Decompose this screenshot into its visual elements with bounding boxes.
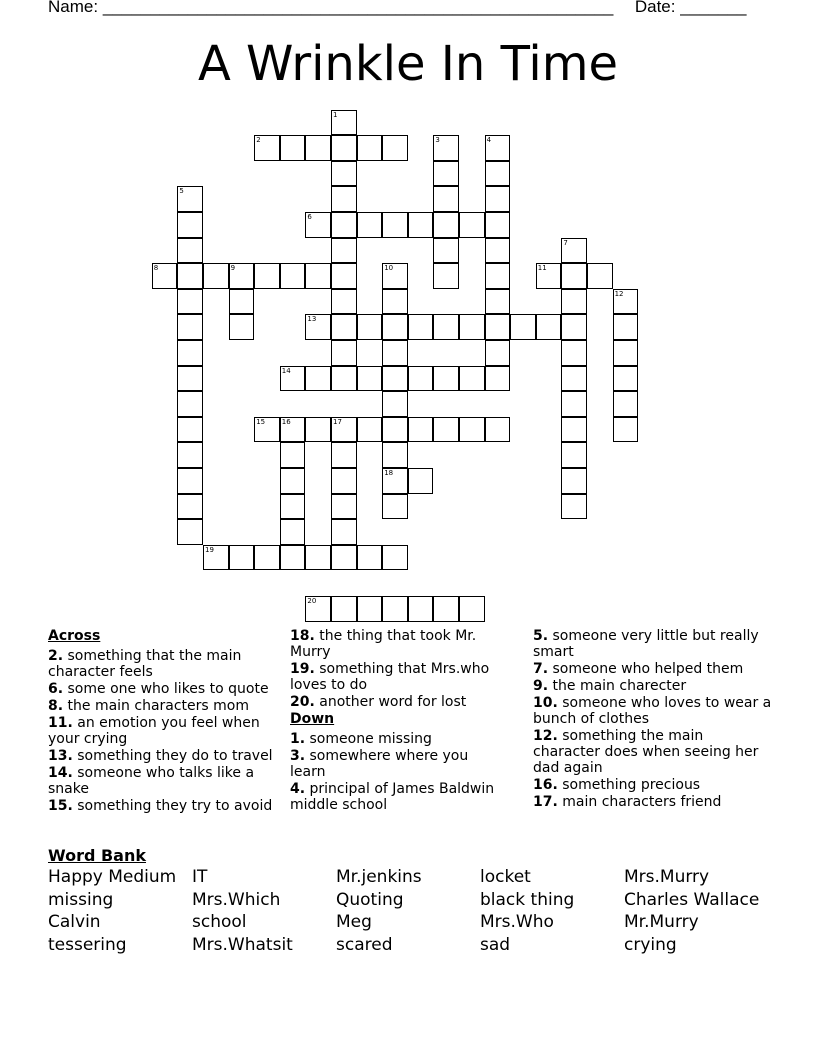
clue-num: 5. bbox=[533, 628, 549, 644]
grid-cell[interactable] bbox=[408, 596, 434, 622]
clue bbox=[533, 661, 773, 677]
word-bank-item: locket bbox=[480, 867, 531, 887]
grid-cell[interactable] bbox=[177, 314, 203, 340]
grid-cell[interactable] bbox=[229, 314, 255, 340]
grid-cell[interactable] bbox=[433, 161, 459, 187]
grid-cell[interactable] bbox=[485, 263, 511, 289]
grid-cell[interactable] bbox=[331, 238, 357, 264]
word-bank-item: IT bbox=[192, 867, 208, 887]
grid-cell[interactable] bbox=[613, 417, 639, 443]
clue bbox=[48, 748, 280, 764]
word-bank-item: missing bbox=[48, 889, 114, 910]
clue-text: some one who likes to quote bbox=[67, 681, 269, 697]
grid-cell[interactable] bbox=[331, 110, 357, 136]
grid-cell[interactable] bbox=[305, 417, 331, 443]
word-bank-item: Mrs.Murry bbox=[624, 867, 710, 887]
clue-number: 8 bbox=[153, 264, 159, 273]
grid-cell[interactable] bbox=[433, 366, 459, 392]
clue-number: 2 bbox=[256, 136, 261, 145]
grid-cell[interactable] bbox=[408, 366, 434, 392]
clue-num: 3. bbox=[290, 748, 306, 764]
clue-text: the main charecter bbox=[552, 678, 687, 694]
clue-num: 11. bbox=[48, 715, 73, 731]
grid-cell[interactable] bbox=[331, 186, 357, 212]
grid-cell[interactable] bbox=[357, 212, 383, 238]
clue bbox=[290, 781, 505, 813]
clue bbox=[48, 698, 280, 714]
grid-cell[interactable] bbox=[254, 545, 280, 571]
clue-number: 1 bbox=[333, 110, 338, 119]
clue-number: 20 bbox=[307, 597, 317, 605]
grid-cell[interactable] bbox=[382, 212, 408, 238]
grid-cell[interactable] bbox=[485, 340, 511, 366]
clue-num: 17. bbox=[533, 794, 558, 810]
grid-cell[interactable] bbox=[485, 238, 511, 264]
page-title: A Wrinkle In Time bbox=[197, 36, 619, 92]
grid-cell[interactable] bbox=[485, 417, 511, 443]
grid-cell[interactable] bbox=[331, 314, 357, 340]
date-blank: _______ bbox=[680, 0, 747, 16]
clue-num: 16. bbox=[533, 777, 558, 793]
clue-text: something precious bbox=[562, 777, 701, 793]
clue bbox=[533, 777, 773, 793]
grid-cell[interactable] bbox=[357, 596, 383, 622]
clue bbox=[48, 798, 280, 814]
clue-text: somewhere where you learn bbox=[290, 748, 469, 780]
grid-cell[interactable] bbox=[433, 263, 459, 289]
clue-text: principal of James Baldwin middle school bbox=[290, 781, 495, 813]
grid-cell[interactable] bbox=[280, 417, 306, 443]
grid-cell[interactable] bbox=[561, 238, 587, 264]
clue-num: 12. bbox=[533, 728, 558, 744]
clue-text: the thing that took Mr. Murry bbox=[290, 628, 477, 660]
word-bank-item: crying bbox=[624, 935, 677, 956]
grid-cell[interactable] bbox=[305, 596, 331, 622]
grid-cell[interactable] bbox=[177, 519, 203, 545]
clue-num: 6. bbox=[48, 681, 64, 697]
clue-num: 7. bbox=[533, 661, 549, 677]
clue-number: 9 bbox=[230, 264, 236, 273]
grid-cell[interactable] bbox=[382, 135, 408, 161]
clue bbox=[290, 748, 505, 780]
word-bank-item: Mrs.Who bbox=[480, 912, 554, 933]
grid-cell[interactable] bbox=[331, 468, 357, 494]
clue-text: something they do to travel bbox=[77, 748, 273, 764]
clue bbox=[290, 661, 505, 693]
grid-cell[interactable] bbox=[561, 417, 587, 443]
clue bbox=[290, 694, 505, 710]
grid-cell[interactable] bbox=[305, 545, 331, 571]
grid-cell[interactable] bbox=[357, 366, 383, 392]
clues-column-3 bbox=[533, 628, 773, 811]
grid-cell[interactable] bbox=[305, 212, 331, 238]
clue-text: something that the main character feels bbox=[48, 648, 242, 680]
word-bank-heading: Word Bank bbox=[48, 846, 147, 865]
grid-cell[interactable] bbox=[613, 340, 639, 366]
grid-cell[interactable] bbox=[433, 314, 459, 340]
grid-cell[interactable] bbox=[280, 366, 306, 392]
grid-cell[interactable] bbox=[536, 263, 562, 289]
clue-number: 11 bbox=[537, 264, 547, 273]
word-bank-item: Mr.jenkins bbox=[336, 867, 422, 887]
grid-cell[interactable] bbox=[305, 263, 331, 289]
clue-num: 20. bbox=[290, 694, 315, 710]
grid-cell[interactable] bbox=[177, 366, 203, 392]
grid-cell[interactable] bbox=[357, 545, 383, 571]
word-bank-item: black thing bbox=[480, 889, 575, 910]
grid-cell[interactable] bbox=[229, 289, 255, 315]
grid-cell[interactable] bbox=[280, 468, 306, 494]
word-bank-item: Calvin bbox=[48, 912, 101, 933]
clue-text: an emotion you feel when your crying bbox=[48, 715, 260, 747]
grid-cell[interactable] bbox=[382, 545, 408, 571]
grid-cell[interactable] bbox=[229, 263, 255, 289]
clue-num: 19. bbox=[290, 661, 315, 677]
grid-cell[interactable] bbox=[561, 442, 587, 468]
across-clues-column bbox=[48, 628, 280, 815]
grid-cell[interactable] bbox=[408, 417, 434, 443]
grid-cell[interactable] bbox=[305, 314, 331, 340]
grid-cell[interactable] bbox=[433, 417, 459, 443]
clue-number: 10 bbox=[384, 264, 394, 273]
grid-cell[interactable] bbox=[331, 545, 357, 571]
grid-cell[interactable] bbox=[613, 366, 639, 392]
clue-text: someone who helped them bbox=[552, 661, 744, 677]
grid-cell[interactable] bbox=[408, 468, 434, 494]
clue bbox=[48, 715, 280, 747]
grid-cell[interactable] bbox=[613, 391, 639, 417]
grid-cell[interactable] bbox=[561, 494, 587, 520]
clue-num: 2. bbox=[48, 648, 64, 664]
clue-num: 9. bbox=[533, 678, 549, 694]
grid-cell[interactable] bbox=[331, 161, 357, 187]
clues-column-2 bbox=[290, 628, 505, 814]
grid-cell[interactable] bbox=[177, 468, 203, 494]
grid-cell[interactable] bbox=[254, 135, 280, 161]
grid-cell[interactable] bbox=[280, 545, 306, 571]
grid-cell[interactable] bbox=[459, 366, 485, 392]
grid-cell[interactable] bbox=[561, 340, 587, 366]
grid-cell[interactable] bbox=[561, 391, 587, 417]
name-label: Name: bbox=[48, 0, 99, 16]
clue bbox=[290, 731, 505, 747]
clue-num: 4. bbox=[290, 781, 306, 797]
grid-cell[interactable] bbox=[177, 263, 203, 289]
grid-cell[interactable] bbox=[433, 212, 459, 238]
grid-cell[interactable] bbox=[382, 468, 408, 494]
word-bank-item: Charles Wallace bbox=[624, 889, 760, 910]
word-bank-item: scared bbox=[336, 935, 393, 956]
grid-cell[interactable] bbox=[433, 186, 459, 212]
grid-cell[interactable] bbox=[561, 468, 587, 494]
word-bank-item: tessering bbox=[48, 935, 127, 956]
grid-cell[interactable] bbox=[280, 494, 306, 520]
word-bank-item: Mrs.Which bbox=[192, 889, 281, 910]
clue-number: 3 bbox=[435, 136, 440, 145]
word-bank-item: school bbox=[192, 912, 247, 933]
clue-number: 18 bbox=[384, 469, 394, 477]
grid-cell[interactable] bbox=[408, 314, 434, 340]
grid-cell[interactable] bbox=[485, 186, 511, 212]
grid-cell[interactable] bbox=[331, 417, 357, 443]
clue-number: 5 bbox=[179, 187, 184, 196]
grid-cell[interactable] bbox=[613, 314, 639, 340]
grid-cell[interactable] bbox=[254, 417, 280, 443]
clue-num: 8. bbox=[48, 698, 64, 714]
grid-cell[interactable] bbox=[357, 417, 383, 443]
clue bbox=[48, 765, 280, 797]
word-bank-item: Quoting bbox=[336, 889, 404, 910]
clue-num: 13. bbox=[48, 748, 73, 764]
grid-cell[interactable] bbox=[459, 212, 485, 238]
clue-number: 4 bbox=[486, 136, 492, 145]
grid-cell[interactable] bbox=[408, 212, 434, 238]
grid-cell[interactable] bbox=[433, 135, 459, 161]
grid-cell[interactable] bbox=[152, 263, 178, 289]
grid-cell[interactable] bbox=[561, 289, 587, 315]
clue-num: 18. bbox=[290, 628, 315, 644]
clue-text: something the main character does when seeing her dad again bbox=[533, 728, 759, 776]
grid-cell[interactable] bbox=[613, 289, 639, 315]
clue-text: someone who talks like a snake bbox=[48, 765, 255, 797]
clue-number: 17 bbox=[333, 417, 342, 426]
clue-number: 12 bbox=[614, 289, 624, 298]
grid-cell[interactable] bbox=[485, 289, 511, 315]
clue-text: another word for lost bbox=[319, 694, 467, 710]
grid-cell[interactable] bbox=[357, 314, 383, 340]
grid-cell[interactable] bbox=[331, 212, 357, 238]
clue-number: 13 bbox=[307, 315, 317, 324]
word-bank-item: Mrs.Whatsit bbox=[192, 935, 293, 956]
grid-cell[interactable] bbox=[177, 186, 203, 212]
grid-cell[interactable] bbox=[331, 340, 357, 366]
grid-cell[interactable] bbox=[203, 263, 229, 289]
grid-cell[interactable] bbox=[587, 263, 613, 289]
grid-cell[interactable] bbox=[485, 161, 511, 187]
grid-cell[interactable] bbox=[331, 263, 357, 289]
down-heading: Down bbox=[290, 711, 335, 727]
clue bbox=[533, 695, 773, 727]
grid-cell[interactable] bbox=[305, 366, 331, 392]
clue bbox=[533, 728, 773, 776]
grid-cell[interactable] bbox=[177, 494, 203, 520]
grid-cell[interactable] bbox=[382, 391, 408, 417]
clue-text: main characters friend bbox=[562, 794, 722, 810]
clue bbox=[533, 794, 773, 810]
grid-cell[interactable] bbox=[331, 366, 357, 392]
grid-cell[interactable] bbox=[280, 135, 306, 161]
grid-cell[interactable] bbox=[536, 314, 562, 340]
grid-cell[interactable] bbox=[382, 596, 408, 622]
grid-cell[interactable] bbox=[485, 366, 511, 392]
clue-number: 7 bbox=[563, 238, 568, 247]
grid-cell[interactable] bbox=[331, 289, 357, 315]
grid-cell[interactable] bbox=[459, 417, 485, 443]
clue-text: someone who loves to wear a bunch of clothes bbox=[533, 695, 772, 727]
grid-cell[interactable] bbox=[382, 442, 408, 468]
grid-cell[interactable] bbox=[561, 366, 587, 392]
grid-cell[interactable] bbox=[280, 263, 306, 289]
word-bank-item: Meg bbox=[336, 912, 372, 933]
name-blank: ______________________________________________________ bbox=[102, 0, 614, 16]
grid-cell[interactable] bbox=[510, 314, 536, 340]
grid-cell[interactable] bbox=[382, 263, 408, 289]
clue-text: something that Mrs.who loves to do bbox=[290, 661, 490, 693]
grid-cell[interactable] bbox=[177, 238, 203, 264]
grid-cell[interactable] bbox=[254, 263, 280, 289]
clue bbox=[48, 681, 280, 697]
clue bbox=[533, 628, 773, 660]
grid-cell[interactable] bbox=[305, 135, 331, 161]
clue-number: 14 bbox=[281, 366, 291, 375]
clue bbox=[290, 628, 505, 660]
grid-cell[interactable] bbox=[561, 263, 587, 289]
clue-text: something they try to avoid bbox=[77, 798, 273, 814]
grid-cell[interactable] bbox=[485, 212, 511, 238]
grid-cell[interactable] bbox=[382, 289, 408, 315]
clue-text: the main characters mom bbox=[67, 698, 249, 714]
grid-cell[interactable] bbox=[331, 596, 357, 622]
grid-cell[interactable] bbox=[177, 391, 203, 417]
grid-cell[interactable] bbox=[177, 340, 203, 366]
grid-cell[interactable] bbox=[331, 519, 357, 545]
grid-cell[interactable] bbox=[280, 519, 306, 545]
grid-cell[interactable] bbox=[382, 340, 408, 366]
clue-num: 1. bbox=[290, 731, 306, 747]
grid-cell[interactable] bbox=[561, 314, 587, 340]
grid-cell[interactable] bbox=[382, 494, 408, 520]
clue bbox=[533, 678, 773, 694]
clue-number: 6 bbox=[307, 213, 312, 221]
clue-text: someone very little but really smart bbox=[533, 628, 759, 660]
grid-cell[interactable] bbox=[331, 135, 357, 161]
clue-num: 14. bbox=[48, 765, 73, 781]
word-bank-item: Happy Medium bbox=[48, 867, 177, 887]
clue-number: 19 bbox=[205, 545, 214, 554]
grid-cell[interactable] bbox=[433, 596, 459, 622]
grid-cell[interactable] bbox=[382, 417, 408, 443]
grid-cell[interactable] bbox=[177, 442, 203, 468]
grid-cell[interactable] bbox=[433, 238, 459, 264]
grid-cell[interactable] bbox=[229, 545, 255, 571]
grid-cell[interactable] bbox=[203, 545, 229, 571]
grid-cell[interactable] bbox=[177, 417, 203, 443]
grid-cell[interactable] bbox=[331, 442, 357, 468]
grid-cell[interactable] bbox=[485, 135, 511, 161]
grid-cell[interactable] bbox=[459, 596, 485, 622]
grid-cell[interactable] bbox=[459, 314, 485, 340]
grid-cell[interactable] bbox=[357, 135, 383, 161]
date-label: Date: bbox=[634, 0, 676, 16]
clue-text: someone missing bbox=[309, 731, 432, 747]
grid-cell[interactable] bbox=[177, 212, 203, 238]
clue-num: 15. bbox=[48, 798, 73, 814]
clue bbox=[48, 648, 280, 680]
word-bank-item: sad bbox=[480, 935, 511, 956]
grid-cell[interactable] bbox=[382, 366, 408, 392]
clue-number: 15 bbox=[256, 417, 266, 426]
grid-cell[interactable] bbox=[280, 442, 306, 468]
grid-cell[interactable] bbox=[331, 494, 357, 520]
clue-number: 16 bbox=[281, 417, 291, 426]
grid-cell[interactable] bbox=[485, 314, 511, 340]
across-heading: Across bbox=[48, 628, 101, 644]
grid-cell[interactable] bbox=[382, 314, 408, 340]
grid-cell[interactable] bbox=[177, 289, 203, 315]
word-bank-item: Mr.Murry bbox=[624, 912, 699, 933]
clue-num: 10. bbox=[533, 695, 558, 711]
